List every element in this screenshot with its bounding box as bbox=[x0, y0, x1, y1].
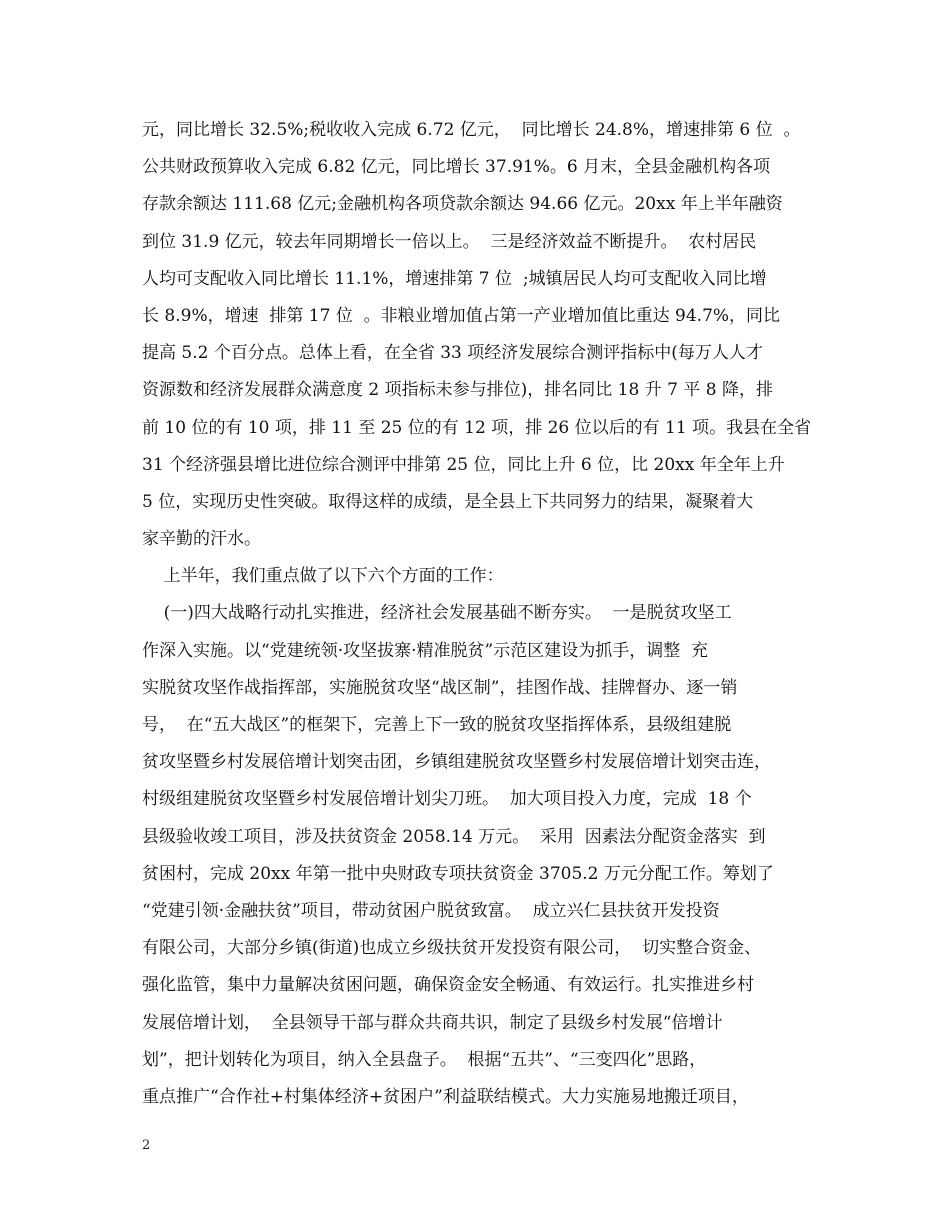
text-line: 提高 5.2 个百分点。总体上看，在全省 33 项经济发展综合测评指标中(每万人人才 bbox=[142, 343, 763, 364]
text-line: 发展倍增计划， 全县领导干部与群众共商共识，制定了县级乡村发展“倍增计 bbox=[142, 1012, 723, 1033]
page-number: 2 bbox=[142, 1138, 151, 1153]
text-line: 31 个经济强县增比进位综合测评中排第 25 位，同比上升 6 位，比 20xx 年全年上升 bbox=[142, 454, 785, 475]
text-line: 县级验收竣工项目，涉及扶贫资金 2058.14 万元。 采用 因素法分配资金落实 到 bbox=[142, 826, 766, 847]
text-line: 公共财政预算收入完成 6.82 亿元，同比增长 37.91%。6 月末，全县金融机构各项 bbox=[142, 157, 771, 178]
paragraph-first-line: 上半年，我们重点做了以下六个方面的工作： bbox=[142, 566, 504, 587]
text-line: 实脱贫攻坚作战指挥部，实施脱贫攻坚“战区制”，挂图作战、挂牌督办、逐一销 bbox=[142, 677, 738, 698]
text-line: 家辛勤的汗水。 bbox=[142, 529, 261, 550]
text-line: 存款余额达 111.68 亿元;金融机构各项贷款余额达 94.66 亿元。20xx 年上半年融资 bbox=[142, 194, 783, 215]
text-line: 贫攻坚暨乡村发展倍增计划突击团，乡镇组建脱贫攻坚暨乡村发展倍增计划突击连， bbox=[142, 752, 771, 773]
text-line: 划”，把计划转化为项目，纳入全县盘子。 根据“五共”、“三变四化”思路， bbox=[142, 1049, 707, 1070]
text-line: 5 位，实现历史性突破。取得这样的成绩，是全县上下共同努力的结果，凝聚着大 bbox=[142, 491, 754, 512]
text-line: 有限公司，大部分乡镇(街道)也成立乡级扶贫开发投资有限公司， 切实整合资金、 bbox=[142, 938, 762, 959]
text-line: 村级组建脱贫攻坚暨乡村发展倍增计划尖刀班。 加大项目投入力度，完成 18 个 bbox=[142, 789, 752, 810]
text-line: 前 10 位的有 10 项，排 11 至 25 位的有 12 项，排 26 位以后的有 11 项。我县在全省 bbox=[142, 417, 812, 438]
body-text bbox=[142, 112, 812, 1116]
text-line: 号， 在“五大战区”的框架下，完善上下一致的脱贫攻坚指挥体系，县级组建脱 bbox=[142, 715, 732, 735]
text-line: 元，同比增长 32.5%;税收收入完成 6.72 亿元， 同比增长 24.8%，增速排第 6 位 。 bbox=[142, 120, 801, 140]
text-line: 资源数和经济发展群众满意度 2 项指标未参与排位)，排名同比 18 升 7 平 8 降，排 bbox=[142, 380, 773, 401]
paragraph-first-line: (一)四大战略行动扎实推进，经济社会发展基础不断夯实。 一是脱贫攻坚工 bbox=[142, 603, 732, 624]
text-line: 到位 31.9 亿元，较去年同期增长一倍以上。 三是经济效益不断提升。 农村居民 bbox=[142, 231, 757, 252]
text-line: 强化监管，集中力量解决贫困问题，确保资金安全畅通、有效运行。扎实推进乡村 bbox=[142, 975, 754, 996]
text-line: 人均可支配收入同比增长 11.1%，增速排第 7 位 ;城镇居民人均可支配收入同比增 bbox=[142, 268, 767, 289]
text-line: 长 8.9%，增速 排第 17 位 。非粮业增加值占第一产业增加值比重达 94.7%，同比 bbox=[142, 305, 781, 326]
text-line: 重点推广“合作社+村集体经济+贫困户”利益联结模式。大力实施易地搬迁项目， bbox=[142, 1086, 749, 1107]
text-line: “党建引领·金融扶贫”项目，带动贫困户脱贫致富。 成立兴仁县扶贫开发投资 bbox=[142, 900, 720, 921]
text-line: 贫困村，完成 20xx 年第一批中央财政专项扶贫资金 3705.2 万元分配工作。筹划了 bbox=[142, 863, 774, 884]
text-line: 作深入实施。以“党建统领·攻坚拔寨·精准脱贫”示范区建设为抓手，调整 充 bbox=[142, 640, 708, 661]
